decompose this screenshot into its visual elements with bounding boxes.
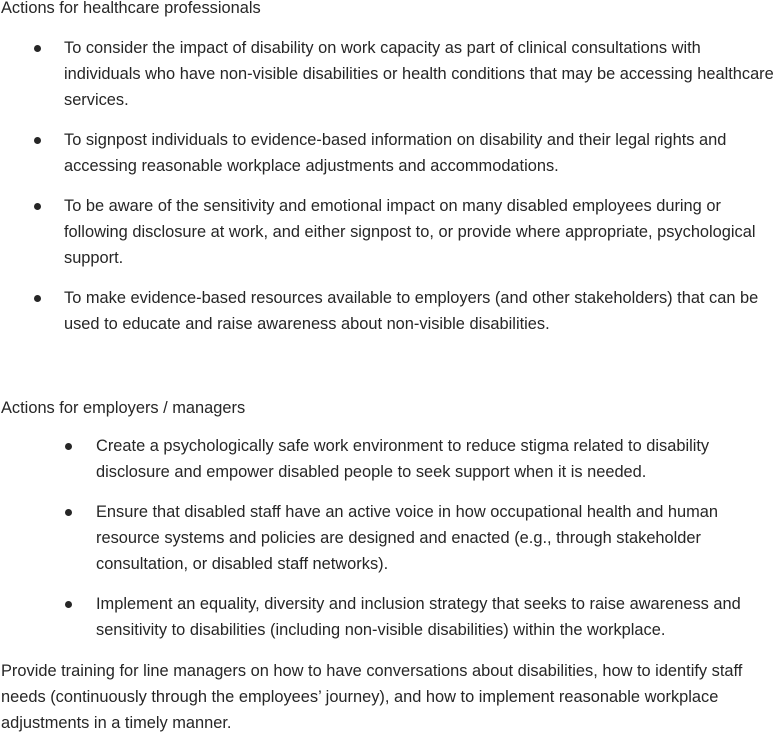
list-item: [64, 285, 780, 337]
list-item-text: To make evidence-based resources available to employers (and other stakeholders) that can be used to educate and raise awareness about non-visible disabilities.: [64, 289, 759, 333]
list-item-text: To be aware of the sensitivity and emotional impact on many disabled employees during or following disclosure at work, and either signpost to, or provide where appropriate, psychological support.: [64, 197, 756, 267]
list-item-text: To consider the impact of disability on work capacity as part of clinical consultations with individuals who have non-visible disabilities or health conditions that may be accessing healthcare services.: [64, 39, 774, 109]
employer-actions-list: [96, 433, 780, 657]
list-item: [96, 499, 780, 577]
list-item-text: Ensure that disabled staff have an active voice in how occupational health and human resource systems and policies are designed and enacted (e.g., through stakeholder consultation, or disabled staff networks).: [96, 503, 719, 573]
bullet-icon: [34, 137, 41, 144]
list-item-text: Implement an equality, diversity and inclusion strategy that seeks to raise awareness and sensitivity to disabilities (including non-visible disabilities) within the workplace.: [96, 595, 741, 639]
employer-actions-heading: Actions for employers / managers: [1, 399, 246, 417]
list-item: [96, 433, 780, 485]
list-item: [64, 127, 780, 179]
bullet-icon: [65, 509, 72, 516]
bullet-icon: [34, 45, 41, 52]
bullet-icon: [34, 295, 41, 302]
healthcare-actions-heading: Actions for healthcare professionals: [1, 0, 261, 17]
list-item: [96, 591, 780, 643]
list-item-text: To signpost individuals to evidence-based information on disability and their legal rights and accessing reasonable workplace adjustments and accommodations.: [64, 131, 727, 175]
bullet-icon: [34, 203, 41, 210]
bullet-icon: [65, 601, 72, 608]
healthcare-actions-list: [64, 35, 780, 351]
list-item-text: Create a psychologically safe work environment to reduce stigma related to disability disclosure and empower disabled people to seek support when it is needed.: [96, 437, 710, 481]
bullet-icon: [65, 443, 72, 450]
list-item: [64, 193, 780, 271]
closing-paragraph: Provide training for line managers on how to have conversations about disabilities, how to identify staff needs (continuously through the employees’ journey), and how to implement reasonable workplace adjustments in a timely manner.: [1, 662, 743, 732]
list-item: [64, 35, 780, 113]
